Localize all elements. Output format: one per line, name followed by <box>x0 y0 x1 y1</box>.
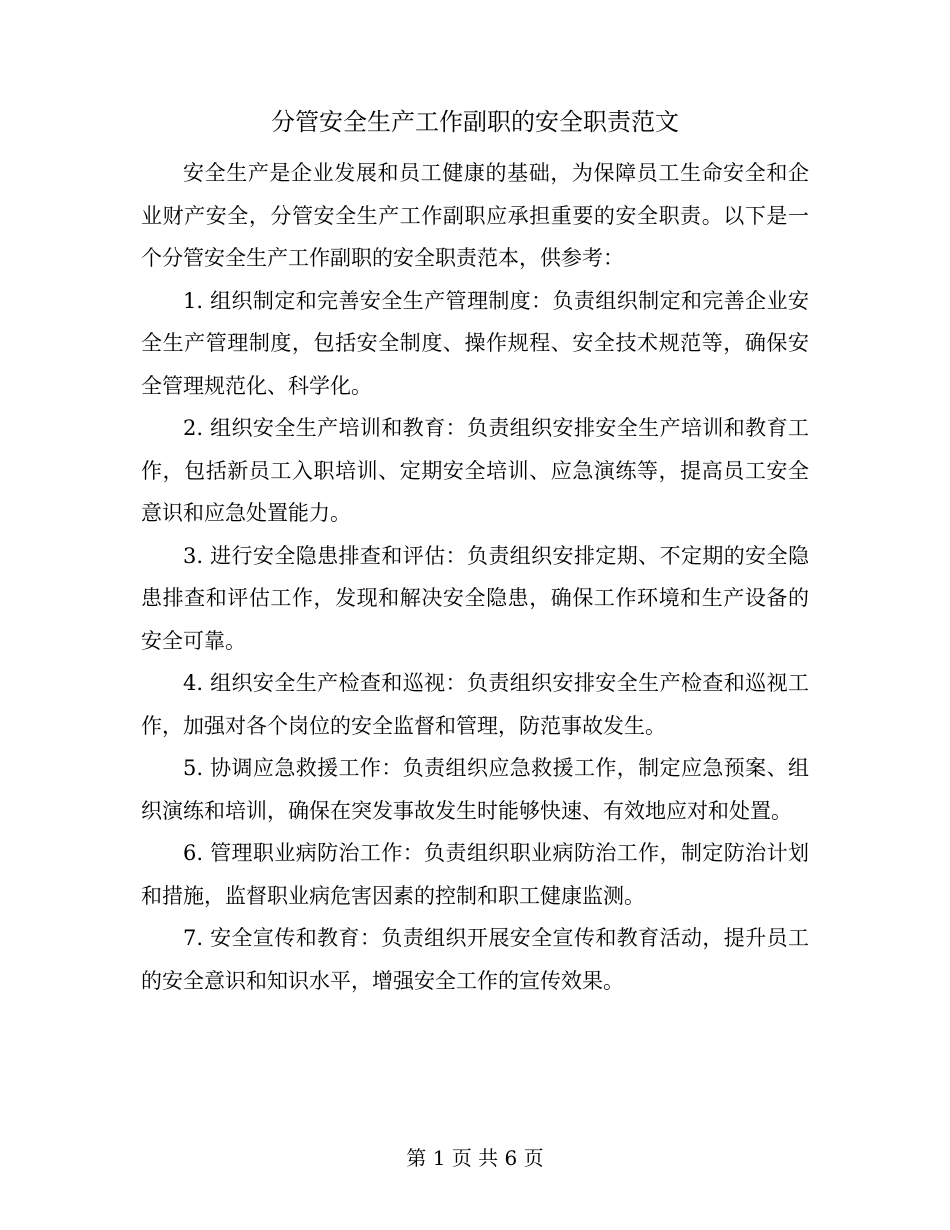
page-number-footer: 第 1 页 共 6 页 <box>406 1146 544 1170</box>
intro-paragraph: 安全生产是企业发展和员工健康的基础，为保障员工生命安全和企业财产安全，分管安全生产工作副职应承担重要的安全职责。以下是一个分管安全生产工作副职的安全职责范本，供参考： <box>141 161 809 270</box>
document-body <box>141 152 809 1002</box>
duty-item-7: 7. 安全宣传和教育：负责组织开展安全宣传和教育活动，提升员工的安全意识和知识水平，增强安全工作的宣传效果。 <box>141 926 809 993</box>
duty-item-1: 1. 组织制定和完善安全生产管理制度：负责组织制定和完善企业安全生产管理制度，包括安全制度、操作规程、安全技术规范等，确保安全管理规范化、科学化。 <box>141 288 809 398</box>
duty-item-6: 6. 管理职业病防治工作：负责组织职业病防治工作，制定防治计划和措施，监督职业病危害因素的控制和职工健康监测。 <box>141 841 809 908</box>
duty-item-2: 2. 组织安全生产培训和教育：负责组织安排安全生产培训和教育工作，包括新员工入职培训、定期安全培训、应急演练等，提高员工安全意识和应急处置能力。 <box>141 416 809 525</box>
document-title: 分管安全生产工作副职的安全职责范文 <box>271 108 679 136</box>
duty-item-4: 4. 组织安全生产检查和巡视：负责组织安排安全生产检查和巡视工作，加强对各个岗位的安全监督和管理，防范事故发生。 <box>141 671 809 738</box>
duty-item-5: 5. 协调应急救援工作：负责组织应急救援工作，制定应急预案、组织演练和培训，确保在突发事故发生时能够快速、有效地应对和处置。 <box>141 756 809 823</box>
duty-item-3: 3. 进行安全隐患排查和评估：负责组织安排定期、不定期的安全隐患排查和评估工作，发现和解决安全隐患，确保工作环境和生产设备的安全可靠。 <box>141 543 809 653</box>
